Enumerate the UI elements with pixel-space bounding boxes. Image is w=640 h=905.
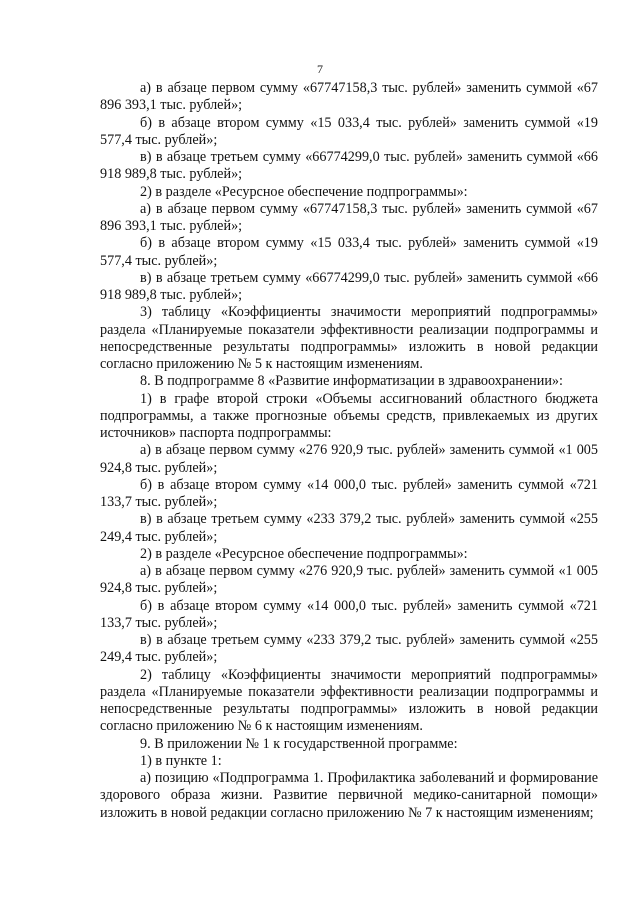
paragraph: в) в абзаце третьем сумму «233 379,2 тыс. рублей» заменить суммой «255 249,4 тыс. рублей»; bbox=[100, 511, 598, 545]
document-body bbox=[100, 80, 598, 822]
paragraph: 8. В подпрограмме 8 «Развитие информатизации в здравоохранении»: bbox=[140, 373, 563, 390]
paragraph: б) в абзаце втором сумму «14 000,0 тыс. рублей» заменить суммой «721 133,7 тыс. рублей»; bbox=[100, 597, 598, 631]
paragraph: 3) таблицу «Коэффициенты значимости мероприятий подпрограммы» раздела «Планируемые показатели эффективности реализации подпрограммы и непосредственные результаты подпрограммы» изложить в новой редакции согласно приложению № 5 к настоящим изменениям. bbox=[100, 304, 598, 372]
paragraph: 9. В приложении № 1 к государственной программе: bbox=[140, 735, 458, 752]
paragraph: в) в абзаце третьем сумму «66774299,0 тыс. рублей» заменить суммой «66 918 989,8 тыс. рублей»; bbox=[100, 149, 598, 183]
paragraph: а) в абзаце первом сумму «276 920,9 тыс. рублей» заменить суммой «1 005 924,8 тыс. рублей»; bbox=[100, 563, 598, 597]
paragraph: а) в абзаце первом сумму «67747158,3 тыс. рублей» заменить суммой «67 896 393,1 тыс. рублей»; bbox=[100, 80, 598, 114]
paragraph: 2) таблицу «Коэффициенты значимости мероприятий подпрограммы» раздела «Планируемые показатели эффективности реализации подпрограммы и непосредственные результаты подпрограммы» изложить в новой редакции согласно приложению № 6 к настоящим изменениям. bbox=[100, 666, 598, 735]
page-number: 7 bbox=[317, 62, 323, 76]
paragraph: в) в абзаце третьем сумму «66774299,0 тыс. рублей» заменить суммой «66 918 989,8 тыс. рублей»; bbox=[100, 269, 598, 303]
paragraph: 2) в разделе «Ресурсное обеспечение подпрограммы»: bbox=[140, 183, 468, 200]
paragraph: б) в абзаце втором сумму «15 033,4 тыс. рублей» заменить суммой «19 577,4 тыс. рублей»; bbox=[100, 235, 598, 269]
paragraph: б) в абзаце втором сумму «14 000,0 тыс. рублей» заменить суммой «721 133,7 тыс. рублей»; bbox=[100, 476, 598, 510]
paragraph: а) в абзаце первом сумму «67747158,3 тыс. рублей» заменить суммой «67 896 393,1 тыс. рублей»; bbox=[100, 200, 598, 234]
paragraph: а) в абзаце первом сумму «276 920,9 тыс. рублей» заменить суммой «1 005 924,8 тыс. рублей»; bbox=[100, 442, 598, 476]
paragraph: 1) в графе второй строки «Объемы ассигнований областного бюджета подпрограммы, а также прогнозные объемы средств, привлекаемых из других источников» паспорта подпрограммы: bbox=[100, 390, 598, 441]
paragraph: 2) в разделе «Ресурсное обеспечение подпрограммы»: bbox=[140, 545, 468, 562]
paragraph: 1) в пункте 1: bbox=[140, 752, 222, 769]
paragraph: в) в абзаце третьем сумму «233 379,2 тыс. рублей» заменить суммой «255 249,4 тыс. рублей»; bbox=[100, 632, 598, 666]
paragraph: б) в абзаце втором сумму «15 033,4 тыс. рублей» заменить суммой «19 577,4 тыс. рублей»; bbox=[100, 114, 598, 148]
paragraph: а) позицию «Подпрограмма 1. Профилактика заболеваний и формирование здорового образа жизни. Развитие первичной медико-санитарной помощи» изложить в новой редакции согласно приложению № 7 к настоящим изменениям; bbox=[100, 770, 598, 821]
